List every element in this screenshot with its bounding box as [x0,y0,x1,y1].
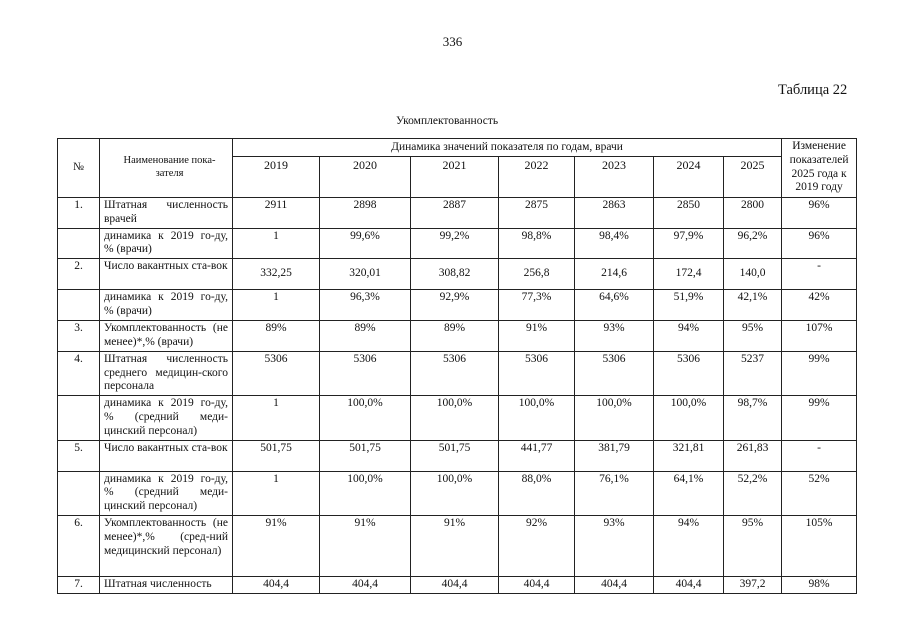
cell-year-2022: 91% [499,321,575,352]
header-year: 2022 [499,157,575,198]
cell-year-2021: 501,75 [411,440,499,471]
header-row-top [58,139,857,157]
row-number [58,471,100,515]
cell-year-2021: 89% [411,321,499,352]
cell-year-2019: 1 [233,228,320,259]
cell-year-2025: 2800 [724,198,782,229]
cell-year-2022: 5306 [499,351,575,395]
table-body [58,198,857,594]
cell-year-2024: 404,4 [654,576,724,593]
cell-year-2023: 93% [575,515,654,576]
table-row [58,576,857,593]
row-indicator-name: динамика к 2019 го-ду, % (средний меди-цинский персонал) [100,396,233,440]
cell-year-2024: 51,9% [654,290,724,321]
cell-year-2019: 501,75 [233,440,320,471]
cell-year-2022: 88,0% [499,471,575,515]
row-number: 3. [58,321,100,352]
cell-year-2025: 95% [724,515,782,576]
header-year: 2021 [411,157,499,198]
cell-year-2024: 5306 [654,351,724,395]
row-indicator-name: динамика к 2019 го-ду, % (врачи) [100,228,233,259]
cell-year-2021: 5306 [411,351,499,395]
header-change: Изменение показателей 2025 года к 2019 году [782,139,857,198]
cell-year-2023: 76,1% [575,471,654,515]
row-number: 2. [58,259,100,290]
cell-year-2022: 77,3% [499,290,575,321]
row-number: 4. [58,351,100,395]
row-number [58,290,100,321]
cell-year-2023: 2863 [575,198,654,229]
cell-year-2022: 92% [499,515,575,576]
cell-year-2019: 89% [233,321,320,352]
header-dynamics: Динамика значений показателя по годам, врачи [233,139,782,157]
cell-year-2022: 256,8 [499,259,575,290]
cell-year-2023: 404,4 [575,576,654,593]
cell-year-2024: 94% [654,321,724,352]
cell-change: 96% [782,228,857,259]
cell-year-2023: 64,6% [575,290,654,321]
row-number [58,396,100,440]
cell-year-2024: 321,81 [654,440,724,471]
cell-year-2021: 91% [411,515,499,576]
cell-year-2025: 96,2% [724,228,782,259]
cell-year-2021: 99,2% [411,228,499,259]
cell-year-2022: 404,4 [499,576,575,593]
cell-year-2021: 92,9% [411,290,499,321]
cell-year-2025: 5237 [724,351,782,395]
cell-year-2023: 100,0% [575,396,654,440]
cell-year-2020: 501,75 [320,440,411,471]
header-year: 2025 [724,157,782,198]
cell-year-2025: 42,1% [724,290,782,321]
cell-change: 96% [782,198,857,229]
cell-year-2022: 2875 [499,198,575,229]
cell-year-2019: 1 [233,290,320,321]
cell-year-2025: 140,0 [724,259,782,290]
cell-year-2025: 95% [724,321,782,352]
row-indicator-name: Штатная численность [100,576,233,593]
header-number: № [58,139,100,198]
row-number: 7. [58,576,100,593]
row-indicator-name: динамика к 2019 го-ду, % (средний меди-цинский персонал) [100,471,233,515]
cell-change: 107% [782,321,857,352]
row-indicator-name: Укомплектованность (не менее)*,% (врачи) [100,321,233,352]
cell-year-2020: 89% [320,321,411,352]
cell-year-2022: 98,8% [499,228,575,259]
row-indicator-name: Штатная численность врачей [100,198,233,229]
cell-year-2021: 100,0% [411,471,499,515]
table-row [58,440,857,471]
cell-year-2020: 2898 [320,198,411,229]
table-row [58,471,857,515]
cell-year-2023: 93% [575,321,654,352]
cell-year-2023: 5306 [575,351,654,395]
cell-change: 105% [782,515,857,576]
row-indicator-name: Укомплектованность (не менее)*,% (сред-ний медицинский персонал) [100,515,233,576]
cell-year-2019: 1 [233,471,320,515]
cell-year-2025: 52,2% [724,471,782,515]
table-row [58,198,857,229]
cell-change: 99% [782,396,857,440]
row-number: 1. [58,198,100,229]
cell-year-2024: 172,4 [654,259,724,290]
cell-year-2021: 100,0% [411,396,499,440]
table-title: Укомплектованность [396,115,499,127]
page-number: 336 [442,34,463,49]
cell-year-2020: 99,6% [320,228,411,259]
cell-year-2022: 441,77 [499,440,575,471]
row-number [58,228,100,259]
cell-year-2020: 100,0% [320,471,411,515]
cell-change: 52% [782,471,857,515]
row-number: 5. [58,440,100,471]
cell-year-2024: 94% [654,515,724,576]
cell-year-2021: 404,4 [411,576,499,593]
cell-change: - [782,259,857,290]
cell-change: 42% [782,290,857,321]
table-row [58,515,857,576]
cell-year-2021: 2887 [411,198,499,229]
cell-year-2020: 5306 [320,351,411,395]
cell-year-2020: 404,4 [320,576,411,593]
row-indicator-name: динамика к 2019 го-ду, % (врачи) [100,290,233,321]
table-row [58,290,857,321]
staffing-table [57,138,857,594]
table-row [58,228,857,259]
cell-year-2019: 91% [233,515,320,576]
header-year: 2023 [575,157,654,198]
cell-year-2020: 91% [320,515,411,576]
cell-year-2019: 2911 [233,198,320,229]
header-year: 2024 [654,157,724,198]
table-row [58,259,857,290]
cell-year-2020: 100,0% [320,396,411,440]
header-indicator-name: Наименование пока- зателя [100,139,233,198]
cell-year-2024: 64,1% [654,471,724,515]
cell-year-2021: 308,82 [411,259,499,290]
cell-year-2019: 5306 [233,351,320,395]
cell-year-2025: 261,83 [724,440,782,471]
cell-year-2023: 98,4% [575,228,654,259]
cell-year-2019: 332,25 [233,259,320,290]
cell-year-2024: 97,9% [654,228,724,259]
row-indicator-name: Штатная численность среднего медицин-ского персонала [100,351,233,395]
row-indicator-name: Число вакантных ста-вок [100,259,233,290]
table-row [58,396,857,440]
table-label: Таблица 22 [778,82,848,98]
cell-year-2024: 2850 [654,198,724,229]
cell-year-2020: 320,01 [320,259,411,290]
table-row [58,321,857,352]
row-indicator-name: Число вакантных ста-вок [100,440,233,471]
cell-year-2024: 100,0% [654,396,724,440]
cell-year-2025: 98,7% [724,396,782,440]
cell-year-2022: 100,0% [499,396,575,440]
cell-year-2020: 96,3% [320,290,411,321]
cell-year-2023: 381,79 [575,440,654,471]
header-year: 2019 [233,157,320,198]
cell-year-2023: 214,6 [575,259,654,290]
cell-change: - [782,440,857,471]
cell-year-2025: 397,2 [724,576,782,593]
header-year: 2020 [320,157,411,198]
row-number: 6. [58,515,100,576]
cell-year-2019: 1 [233,396,320,440]
cell-change: 98% [782,576,857,593]
cell-change: 99% [782,351,857,395]
table-row [58,351,857,395]
cell-year-2019: 404,4 [233,576,320,593]
